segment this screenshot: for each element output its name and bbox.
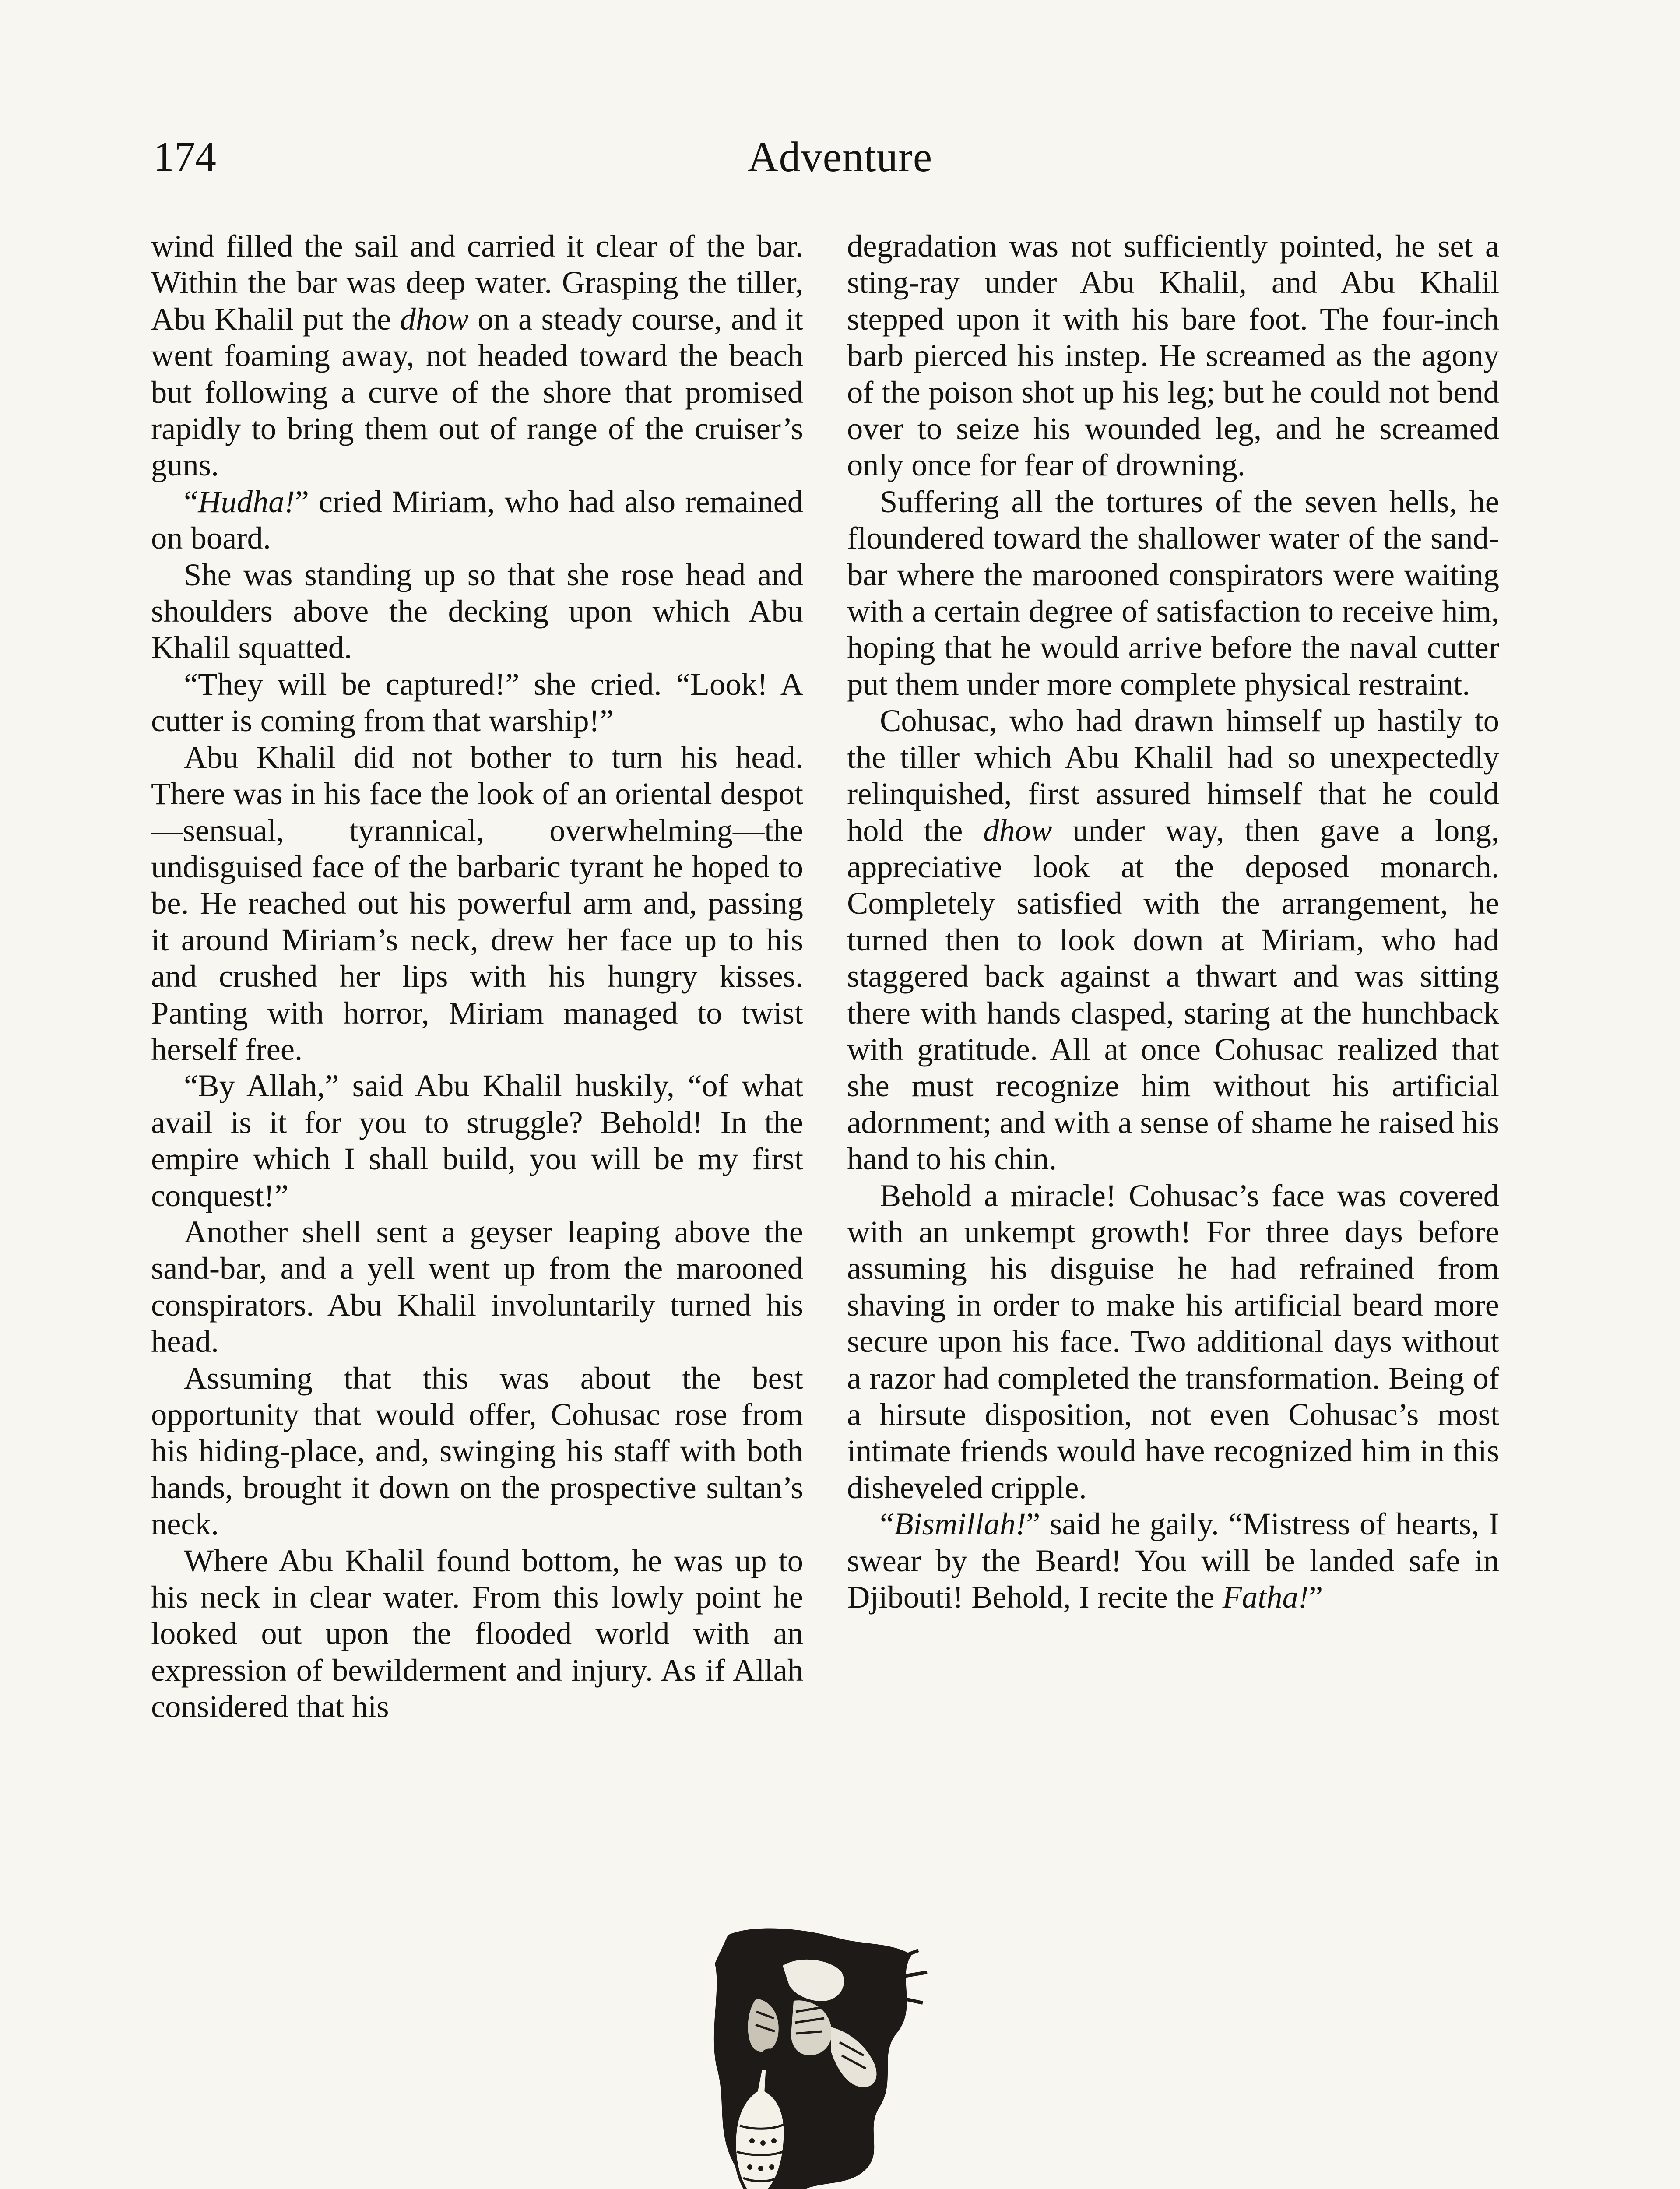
running-title: Adventure [747,134,933,181]
text-run: wind filled the sail and carried it clear of the bar. Within the bar was deep water. Grasping the tiller, Abu Khalil put the [151,228,803,337]
text-run: ” cried Miriam, who had also remained on board. [151,483,803,556]
paragraph [151,483,803,556]
paragraph [847,1506,1499,1615]
text-run: Where Abu Khalil found bottom, he was up to his neck in clear water. From this lowly point he looked out upon the flooded world with an expression of bewilderment and injury. As if Allah considered that his [151,1542,803,1724]
page-number: 174 [153,133,216,180]
text-run: Another shell sent a geyser leaping above the sand-bar, and a yell went up from the marooned conspirators. Abu Khalil involuntarily turned his head. [151,1214,803,1359]
text-run: Assuming that this was about the best opportunity that would offer, Cohusac rose from his hiding-place, and, swinging his staff with both hands, brought it down on the prospective sultan’s neck. [151,1360,803,1542]
text-run: on a steady course, and it went foaming away, not headed toward the beach but following a curve of the shore that promised rapidly to bring them out of range of the cruiser’s guns. [151,301,803,483]
text-run: “They will be captured!” she cried. “Look! A cutter is coming from that warship!” [151,666,803,739]
italic-term: Hudha! [198,483,295,519]
italic-term: dhow [983,812,1052,848]
italic-term: Bismillah! [894,1506,1026,1542]
text-run: Cohusac, who had drawn himself up hastily to the tiller which Abu Khalil had so unexpectedly relinquished, first assured himself that he could hold the [847,703,1499,848]
paragraph [847,228,1499,483]
text-run: Suffering all the tortures of the seven hells, he floundered toward the shallower water of the sand-bar where the marooned conspirators were waiting with a certain degree of satisfaction to receive him, hoping that he would arrive before the naval cutter put them under more complete physical restraint. [847,483,1499,702]
text-run: She was standing up so that she rose head and shoulders above the decking upon which Abu Khalil squatted. [151,556,803,665]
paragraph [151,666,803,739]
paragraph [151,556,803,666]
paragraph [151,1067,803,1214]
text-run: “By Allah,” said Abu Khalil huskily, “of what avail is it for you to struggle? Behold! In the empire which I shall build, you will be my first conquest!” [151,1068,803,1213]
right-text-column [847,228,1499,1615]
text-run: ” [1309,1579,1323,1615]
text-run: under way, then gave a long, appreciative look at the deposed monarch. Completely satisfied with the arrangement, he turned then to look down at Miriam, who had staggered back against a thwart and was sitting there with hands clasped, staring at the hunchback with gratitude. All at once Cohusac realized that she must recognize him without his artificial adornment; and with a sense of shame he raised his hand to his chin. [847,812,1499,1177]
paragraph [847,1177,1499,1506]
text-run: Behold a miracle! Cohusac’s face was covered with an unkempt growth! For three days before assuming his disguise he had refrained from shaving in order to make his artificial beard more secure upon his face. Two additional days without a razor had completed the transformation. Being of a hirsute disposition, not even Cohusac’s most intimate friends would have recognized him in this disheveled cripple. [847,1177,1499,1505]
text-run: ” said he gaily. “Mistress of hearts, I swear by the Beard! You will be landed safe in Djibouti! Behold, I recite the [847,1506,1499,1615]
paragraph [151,739,803,1068]
text-run: “ [184,483,198,519]
paragraph [847,702,1499,1177]
text-run: degradation was not sufficiently pointed, he set a sting-ray under Abu Khalil, and Abu Khalil stepped upon it with his bare foot. The four-inch barb pierced his instep. He screamed as the agony of the poison shot up his leg; but he could not bend over to seize his wounded leg, and he screamed only once for fear of drowning. [847,228,1499,483]
italic-term: Fatha! [1222,1579,1309,1615]
left-text-column [151,228,803,1725]
paragraph [151,1360,803,1542]
paragraph [151,1542,803,1725]
woodcut-figure-with-ewer-icon [691,1924,953,2189]
italic-term: dhow [400,301,469,337]
text-run: “ [880,1506,894,1542]
paragraph [151,228,803,483]
text-run: Abu Khalil did not bother to turn his head. There was in his face the look of an oriental despot—sensual, tyrannical, overwhelming—the undisguised face of the barbaric tyrant he hoped to be. He reached out his powerful arm and, passing it around Miriam’s neck, drew her face up to his and crushed her lips with his hungry kisses. Panting with horror, Miriam managed to twist herself free. [151,739,803,1067]
paragraph [847,483,1499,702]
paragraph [151,1214,803,1360]
